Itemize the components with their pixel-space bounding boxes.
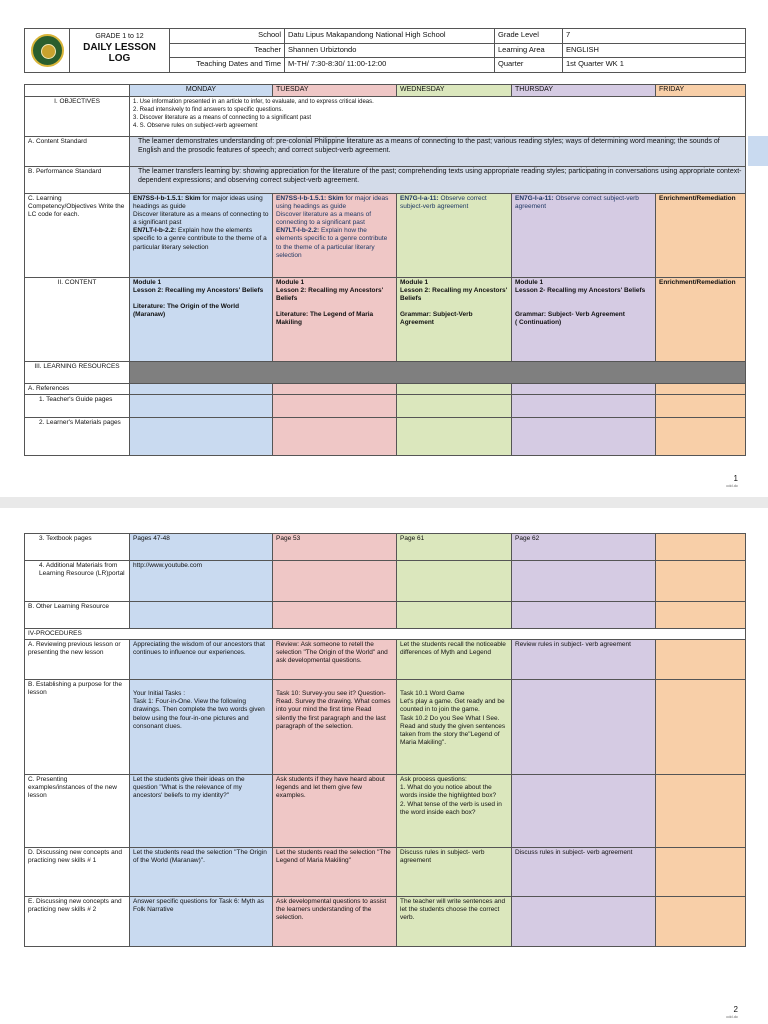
objective-item: 1. Use information presented in an article to infer, to evaluate, and to express critical ideas. — [133, 98, 374, 105]
textbook-tuesday: Page 53 — [273, 534, 397, 561]
grade-level-value: 7 — [563, 29, 746, 44]
competency-code: EN7SS-I-b-1.5.1: Skim — [133, 194, 201, 202]
competency-code-2: EN7LT-I-b-2.2: — [276, 227, 320, 235]
textbook-label: 3. Textbook pages — [25, 534, 130, 561]
content-line: ( Continuation) — [515, 319, 562, 327]
procedure-a-thursday: Review rules in subject- verb agreement — [512, 640, 656, 680]
content-standard-row — [25, 136, 746, 166]
objective-item: 4. S. Observe rules on subject-verb agreement — [133, 123, 258, 130]
procedure-e-monday: Answer specific questions for Task 6: Myth as Folk Narrative — [130, 897, 273, 947]
procedure-e-label: E. Discussing new concepts and practicing new skills # 2 — [25, 897, 130, 947]
competency-code: EN7G-I-a-11: — [400, 194, 439, 202]
competency-friday: Enrichment/Remediation — [656, 193, 746, 277]
page-number: 2 — [733, 1005, 738, 1014]
procedure-d-row — [25, 848, 746, 897]
page-number: 1 — [733, 474, 738, 483]
content-thursday — [512, 277, 656, 361]
quarter-value: 1st Quarter WK 1 — [563, 58, 746, 73]
objective-item: 3. Discover literature as a means of connecting to a significant past — [133, 114, 312, 121]
procedure-d-tuesday: Let the students read the selection "The Legend of Maria Makiling" — [273, 848, 397, 897]
deped-seal-logo — [31, 34, 64, 67]
content-line: Module 1 — [276, 278, 305, 286]
additional-materials-link[interactable]: http://www.youtube.com — [130, 561, 273, 602]
learning-area-value: ENGLISH — [563, 43, 746, 58]
procedure-b-wednesday: Task 10.1 Word Game Let's play a game. Get ready and be counted in to join the game. Task 10.2 Do you See What I See. Read and study the given sentences taken from the story the"Legend of Maria Makiling". — [397, 680, 512, 775]
procedure-b-label: B. Establishing a purpose for the lesson — [25, 680, 130, 775]
content-label: II. CONTENT — [25, 277, 130, 361]
page-stamp: cdd.dc — [726, 483, 738, 488]
performance-standard-row — [25, 166, 746, 193]
competency-extra: Discover literature as a means of connecting to a significant past — [276, 211, 372, 227]
content-line: Lesson 2: Recalling my Ancestors' Beliefs — [133, 286, 264, 294]
textbook-monday: Pages 47-48 — [130, 534, 273, 561]
content-line: Lesson 2: Recalling my Ancestors' Beliefs — [276, 286, 384, 302]
competency-text: Observe correct subject-verb agreement — [515, 194, 639, 210]
objectives-label: I. OBJECTIVES — [25, 96, 130, 136]
teachers-guide-row — [25, 394, 746, 417]
title-cell — [70, 29, 170, 73]
content-line: Literature: The Origin of the World (Maranaw) — [133, 303, 240, 319]
page-number-2 — [726, 1005, 738, 1019]
page-number-1 — [726, 474, 738, 488]
learning-area-label: Learning Area — [495, 43, 563, 58]
procedure-b-row — [25, 680, 746, 775]
procedure-d-thursday: Discuss rules in subject- verb agreement — [512, 848, 656, 897]
competency-wednesday — [397, 193, 512, 277]
page-gap — [0, 497, 768, 508]
content-line: Module 1 — [133, 278, 162, 286]
objectives-row — [25, 96, 746, 136]
content-row — [25, 277, 746, 361]
textbook-wednesday: Page 61 — [397, 534, 512, 561]
competencies-row — [25, 193, 746, 277]
procedure-d-label: D. Discussing new concepts and practicing new skills # 1 — [25, 848, 130, 897]
lesson-table-page1 — [24, 84, 746, 456]
content-monday — [130, 277, 273, 361]
procedure-c-monday: Let the students give their ideas on the question "What is the relevance of my ancestors' beliefs to my identity?" — [130, 775, 273, 848]
other-resource-row — [25, 602, 746, 629]
dates-value: M-TH/ 7:30-8:30/ 11:00-12:00 — [285, 58, 495, 73]
procedure-a-monday: Appreciating the wisdom of our ancestors that continues to influence our experiences. — [130, 640, 273, 680]
dates-label: Teaching Dates and Time — [170, 58, 285, 73]
additional-materials-label: 4. Additional Materials from Learning Resource (LR)portal — [25, 561, 130, 602]
procedure-a-row — [25, 640, 746, 680]
content-line — [515, 295, 652, 311]
learners-materials-row — [25, 417, 746, 455]
content-line: Grammar: Subject-Verb Agreement — [400, 311, 473, 327]
content-standard-text: The learner demonstrates understanding of: pre-colonial Philippine literature as a means of connecting to the past; various reading styles; ways of determining word meaning; the sounds of English and the prosodic features of speech; and correct subject-verb agreement. — [130, 136, 746, 166]
content-line — [133, 295, 269, 303]
references-label: A. References — [25, 383, 130, 394]
competency-code: EN7SS-I-b-1.5.1: Skim — [276, 194, 344, 202]
content-line: Lesson 2- Recalling my Ancestors' Beliefs — [515, 286, 646, 294]
competency-code: EN7G-I-a-11: — [515, 194, 554, 202]
references-row — [25, 383, 746, 394]
content-line: Literature: The Legend of Maria Makiling — [276, 311, 374, 327]
textbook-thursday: Page 62 — [512, 534, 656, 561]
content-friday: Enrichment/Remediation — [656, 277, 746, 361]
textbook-row — [25, 534, 746, 561]
header-table — [24, 28, 746, 73]
content-wednesday — [397, 277, 512, 361]
competency-extra: Discover literature as a means of connecting to a significant past — [133, 211, 269, 227]
procedure-c-row — [25, 775, 746, 848]
day-tuesday: TUESDAY — [273, 85, 397, 97]
logo-cell — [25, 29, 70, 73]
competency-text-2: Explain how the elements specific to a genre contribute to the theme of a particular literary selection — [133, 227, 267, 251]
procedure-a-tuesday: Review: Ask someone to retell the selection "The Origin of the World" and ask developmental questions. — [273, 640, 397, 680]
competency-thursday — [512, 193, 656, 277]
content-line: Module 1 — [400, 278, 429, 286]
competency-text: for major ideas using headings as guide — [133, 194, 263, 210]
content-line: Grammar: Subject- Verb Agreement — [515, 311, 625, 318]
performance-standard-text: The learner transfers learning by: showing appreciation for the literature of the past; comprehending texts using appropriate reading styles; participating in conversations using appropriate context-dependent expressions; and observing correct subject-verb agreement. — [130, 166, 746, 193]
procedure-c-tuesday: Ask students if they have heard about legends and let them give few examples. — [273, 775, 397, 848]
log-title: DAILY LESSON LOG — [83, 42, 156, 64]
teacher-value: Shannen Urbiztondo — [285, 43, 495, 58]
procedure-b-monday: Your Initial Tasks : Task 1: Four-in-One. View the following drawings. Then complete the two words given below using the four-in-one pictures and consonant clues. — [130, 680, 273, 775]
day-wednesday: WEDNESDAY — [397, 85, 512, 97]
content-line — [276, 303, 393, 311]
additional-materials-row — [25, 561, 746, 602]
quarter-label: Quarter — [495, 58, 563, 73]
procedure-b-tuesday: Task 10: Survey-you see it? Question- Read. Survey the drawing. What comes into your mind the first time Read silently the first paragraph and the last paragraph of the selection. — [273, 680, 397, 775]
side-tab — [748, 136, 768, 166]
performance-standard-label: B. Performance Standard — [25, 166, 130, 193]
content-standard-label: A. Content Standard — [25, 136, 130, 166]
day-header-row — [25, 85, 746, 97]
grade-level-label: Grade Level — [495, 29, 563, 44]
other-resource-label: B. Other Learning Resource — [25, 602, 130, 629]
procedure-a-label: A. Reviewing previous lesson or presenting the new lesson — [25, 640, 130, 680]
objectives-list — [130, 96, 746, 136]
competency-code-2: EN7LT-I-b-2.2: — [133, 227, 177, 235]
grade-range: GRADE 1 to 12 — [95, 33, 144, 40]
content-line: Module 1 — [515, 278, 544, 286]
day-thursday: THURSDAY — [512, 85, 656, 97]
procedure-d-monday: Let the students read the selection "The Origin of the World (Maranaw)". — [130, 848, 273, 897]
page-stamp: cdd.dc — [726, 1014, 738, 1019]
lesson-table-page2 — [24, 533, 746, 947]
procedure-e-row — [25, 897, 746, 947]
procedure-c-wednesday: Ask process questions: 1. What do you notice about the words inside the highlighted box? 2. What tense of the verb is used in the word inside each box? — [397, 775, 512, 848]
content-line: Lesson 2: Recalling my Ancestors' Beliefs — [400, 286, 508, 302]
procedures-label: IV-PROCEDURES — [25, 629, 746, 640]
school-label: School — [170, 29, 285, 44]
competency-text: for major ideas using headings as guide — [276, 194, 389, 210]
procedure-e-tuesday: Ask developmental questions to assist the learners understanding of the selection. — [273, 897, 397, 947]
school-value: Datu Lipus Makapandong National High School — [285, 29, 495, 44]
learning-resources-label: III. LEARNING RESOURCES — [25, 361, 130, 383]
objective-item: 2. Read intensively to find answers to specific questions. — [133, 106, 284, 113]
learning-resources-row — [25, 361, 746, 383]
procedure-d-wednesday: Discuss rules in subject- verb agreement — [397, 848, 512, 897]
page-1 — [0, 0, 768, 497]
competency-tuesday — [273, 193, 397, 277]
procedures-header-row — [25, 629, 746, 640]
learners-materials-label: 2. Learner's Materials pages — [25, 417, 130, 455]
competency-monday — [130, 193, 273, 277]
competency-text: Observe correct subject-verb agreement — [400, 194, 487, 210]
day-friday: FRIDAY — [656, 85, 746, 97]
competency-text-2: Explain how the elements specific to a genre contribute to the theme of a particular literary selection — [276, 227, 388, 259]
content-tuesday — [273, 277, 397, 361]
procedure-a-wednesday: Let the students recall the noticeable differences of Myth and Legend — [397, 640, 512, 680]
learning-resources-bar — [130, 361, 746, 383]
content-line — [400, 303, 508, 311]
procedure-e-wednesday: The teacher will write sentences and let the students choose the correct verb. — [397, 897, 512, 947]
competencies-label: C. Learning Competency/Objectives Write the LC code for each. — [25, 193, 130, 277]
day-monday: MONDAY — [130, 85, 273, 97]
procedure-c-label: C. Presenting examples/instances of the new lesson — [25, 775, 130, 848]
teachers-guide-label: 1. Teacher's Guide pages — [25, 394, 130, 417]
teacher-label: Teacher — [170, 43, 285, 58]
page-2 — [0, 508, 768, 1024]
